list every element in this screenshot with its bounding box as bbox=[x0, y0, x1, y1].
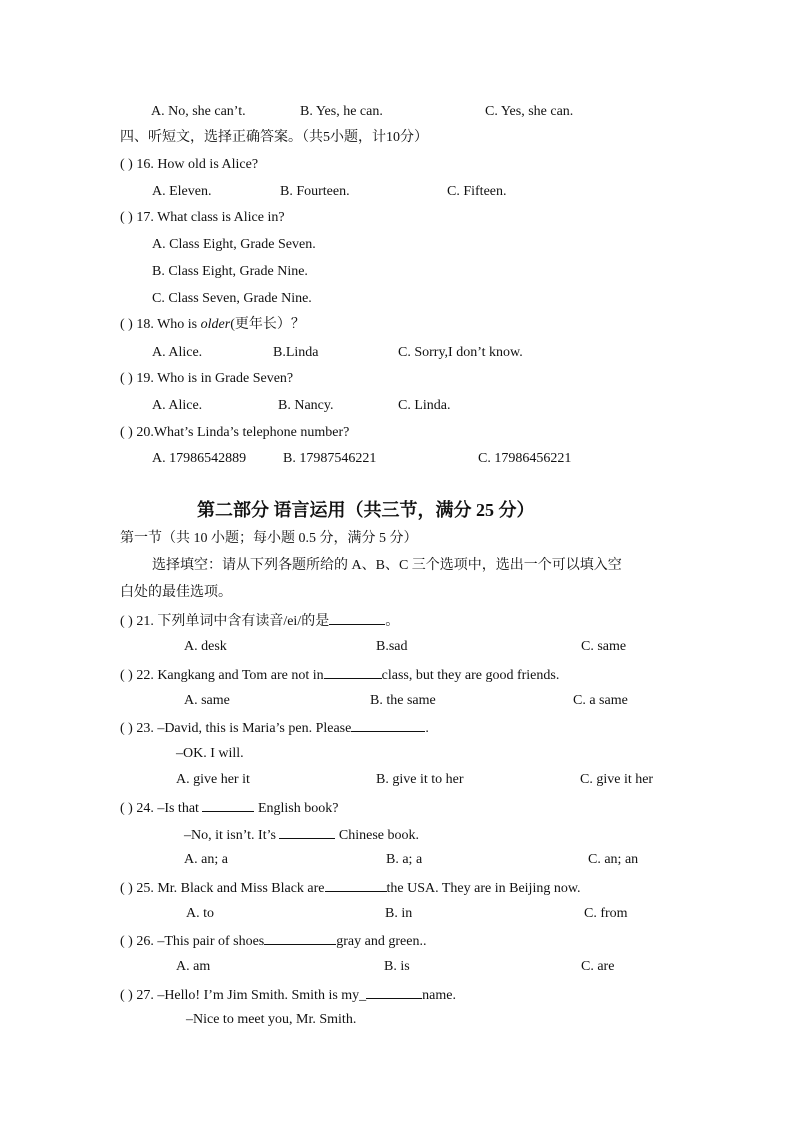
q26-stem: ( ) 26. –This pair of shoes bbox=[120, 934, 265, 949]
q18-italic-word: older bbox=[200, 317, 231, 332]
q26-question bbox=[120, 932, 426, 950]
part2-title: 第二部分 语言运用（共三节，满分 25 分） bbox=[197, 500, 535, 520]
q25-option-b: B. in bbox=[385, 906, 413, 921]
q26-blank bbox=[264, 932, 336, 945]
section4-header: 四、听短文，选择正确答案。（共5小题，计10分） bbox=[120, 130, 428, 145]
q22-option-b: B. the same bbox=[370, 693, 436, 708]
q18-option-b: B.Linda bbox=[273, 345, 319, 360]
q26-option-c: C. are bbox=[581, 959, 615, 974]
q17-option-c: C. Class Seven, Grade Nine. bbox=[152, 291, 312, 306]
q19-option-a: A. Alice. bbox=[152, 398, 203, 413]
q18-prefix: ( ) 18. Who is bbox=[120, 317, 201, 332]
q25-option-c: C. from bbox=[584, 906, 628, 921]
q18-suffix: (更年长）？ bbox=[230, 317, 305, 332]
q19-option-c: C. Linda. bbox=[398, 398, 451, 413]
q23-option-b: B. give it to her bbox=[376, 772, 464, 787]
q24-line2-end: Chinese book. bbox=[338, 828, 420, 843]
q21-option-a: A. desk bbox=[184, 639, 227, 654]
q24-end: English book? bbox=[257, 801, 339, 816]
q18-option-c: C. Sorry,I don’t know. bbox=[398, 345, 523, 360]
q19-option-b: B. Nancy. bbox=[278, 398, 334, 413]
q17-option-a: A. Class Eight, Grade Seven. bbox=[152, 237, 316, 252]
q27-question bbox=[120, 986, 456, 1004]
q23-question bbox=[120, 719, 429, 737]
q23-end: . bbox=[425, 721, 429, 736]
q27-blank bbox=[366, 986, 422, 999]
q25-stem: ( ) 25. Mr. Black and Miss Black are bbox=[120, 881, 325, 896]
q16-option-a: A. Eleven. bbox=[152, 184, 212, 199]
section1-header: 第一节（共 10 小题；每小题 0.5 分，满分 5 分） bbox=[120, 531, 418, 546]
q17-option-b: B. Class Eight, Grade Nine. bbox=[152, 264, 308, 279]
q24-line2-stem: –No, it isn’t. It’s bbox=[184, 828, 276, 843]
q19-question: ( ) 19. Who is in Grade Seven? bbox=[120, 371, 294, 386]
q15-option-c: C. Yes, she can. bbox=[485, 104, 574, 119]
q20-question: ( ) 20.What’s Linda’s telephone number? bbox=[120, 425, 350, 440]
q15-option-b: B. Yes, he can. bbox=[300, 104, 383, 119]
q21-option-b: B.sad bbox=[376, 639, 408, 654]
q25-option-a: A. to bbox=[186, 906, 214, 921]
q22-question bbox=[120, 666, 559, 684]
q23-blank bbox=[351, 719, 425, 732]
q24-blank bbox=[202, 799, 254, 812]
q21-blank bbox=[329, 612, 385, 625]
q26-end: gray and green.. bbox=[336, 934, 427, 949]
q16-option-b: B. Fourteen. bbox=[280, 184, 350, 199]
q15-option-a: A. No, she can’t. bbox=[151, 104, 246, 119]
q24-option-b: B. a; a bbox=[386, 852, 423, 867]
q16-question: ( ) 16. How old is Alice? bbox=[120, 157, 259, 172]
q24-line2 bbox=[184, 826, 419, 844]
q21-option-c: C. same bbox=[581, 639, 627, 654]
q22-option-a: A. same bbox=[184, 693, 230, 708]
q18-option-a: A. Alice. bbox=[152, 345, 203, 360]
q23-option-c: C. give it her bbox=[580, 772, 654, 787]
q24-line2-blank bbox=[279, 826, 335, 839]
q20-option-c: C. 17986456221 bbox=[478, 451, 572, 466]
q24-question bbox=[120, 799, 338, 817]
q22-blank bbox=[324, 666, 382, 679]
instruction-line2: 白处的最佳选项。 bbox=[120, 585, 232, 600]
instruction-line1: 选择填空：请从下列各题所给的 A、B、C 三个选项中，选出一个可以填入空 bbox=[152, 558, 622, 573]
q23-stem: ( ) 23. –David, this is Maria’s pen. Please bbox=[120, 721, 352, 736]
q21-question bbox=[120, 612, 399, 630]
q27-line2: –Nice to meet you, Mr. Smith. bbox=[186, 1012, 357, 1027]
q24-option-c: C. an; an bbox=[588, 852, 639, 867]
q22-end: class, but they are good friends. bbox=[381, 668, 560, 683]
q24-stem: ( ) 24. –Is that bbox=[120, 801, 199, 816]
q23-option-a: A. give her it bbox=[176, 772, 250, 787]
q25-blank bbox=[325, 879, 387, 892]
q18-question bbox=[120, 317, 305, 333]
q25-question bbox=[120, 879, 581, 897]
q27-stem: ( ) 27. –Hello! I’m Jim Smith. Smith is my_ bbox=[120, 988, 367, 1003]
q21-stem: ( ) 21. 下列单词中含有读音/ei/的是 bbox=[120, 614, 330, 629]
q20-option-a: A. 17986542889 bbox=[152, 451, 247, 466]
q26-option-b: B. is bbox=[384, 959, 410, 974]
q24-option-a: A. an; a bbox=[184, 852, 228, 867]
q25-end: the USA. They are in Beijing now. bbox=[386, 881, 581, 896]
q22-option-c: C. a same bbox=[573, 693, 628, 708]
q17-question: ( ) 17. What class is Alice in? bbox=[120, 210, 285, 225]
q22-stem: ( ) 22. Kangkang and Tom are not in bbox=[120, 668, 324, 683]
q21-end: 。 bbox=[385, 614, 400, 629]
q26-option-a: A. am bbox=[176, 959, 211, 974]
q20-option-b: B. 17987546221 bbox=[283, 451, 377, 466]
q23-line2: –OK. I will. bbox=[176, 746, 244, 761]
q27-end: name. bbox=[422, 988, 456, 1003]
q16-option-c: C. Fifteen. bbox=[447, 184, 507, 199]
